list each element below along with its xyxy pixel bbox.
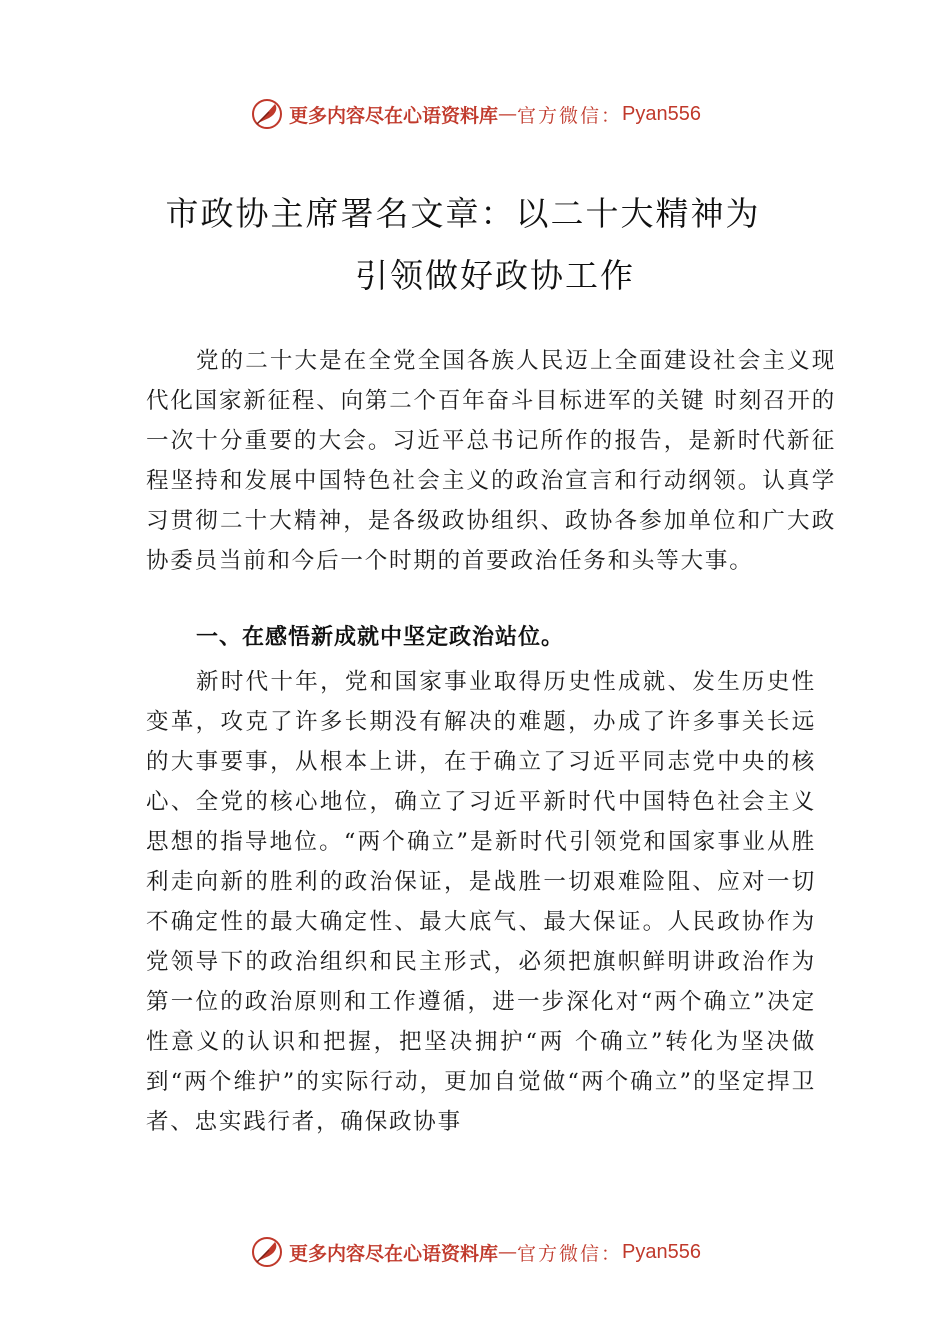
- promo-text: 更多内容尽在心语资料库: [289, 104, 499, 127]
- document-title-line1: 市政协主席署名文章：以二十大精神为: [165, 194, 761, 233]
- wechat-id: Pyan556: [622, 102, 701, 125]
- body-paragraph-2: 新时代十年，党和国家事业取得历史性成就、发生历史性变革，攻克了许多长期没有解决的难题，办成了许多事关长远的大事要事，从根本上讲，在于确立了习近平同志党中央的核心、全党的核心地位，确立了习近平新时代中国特色社会主义思想的指导地位。“两个确立”是新时代引领党和国家事业从胜利走向新的胜利的政治保证，是战胜一切艰难险阻、应对一切不确定性的最大确定性、最大底气、最大保证。人民政协作为党领导下的政治组织和民主形式，必须把旗帜鲜明讲政治作为第一位的政治原则和工作遵循，进一步深化对“两个确立”决定性意义的认识和把握，把坚决拥护“两 个确立”转化为坚决做到“两个维护”的实际行动，更加自觉做“两个确立”的坚定捍卫者、忠实践行者，确保政协事: [146, 669, 816, 1135]
- feather-seal-icon: [249, 96, 285, 132]
- promo-text: 更多内容尽在心语资料库: [289, 1242, 499, 1265]
- feather-seal-icon: [249, 1234, 285, 1270]
- footer-banner: [0, 1232, 950, 1272]
- header-banner: [0, 94, 950, 134]
- separator-dash: —: [498, 103, 518, 125]
- wechat-label: 官方微信：: [517, 1242, 623, 1265]
- body-paragraph-1: 党的二十大是在全党全国各族人民迈上全面建设社会主义现代化国家新征程、向第二个百年奋斗目标进军的关键 时刻召开的一次十分重要的大会。习近平总书记所作的报告，是新时代新征程坚持和发展中国特色社会主义的政治宣言和行动纲领。认真学习贯彻二十大精神，是各级政协组织、政协各参加单位和广大政协委员当前和今后一个时期的首要政治任务和头等大事。: [146, 348, 836, 574]
- wechat-id: Pyan556: [622, 1240, 701, 1263]
- separator-dash: —: [498, 1241, 518, 1263]
- section-heading-1: 一、在感悟新成就中坚定政治站位。: [196, 625, 565, 650]
- document-title-line2: 引领做好政协工作: [355, 256, 635, 295]
- wechat-label: 官方微信：: [517, 104, 623, 127]
